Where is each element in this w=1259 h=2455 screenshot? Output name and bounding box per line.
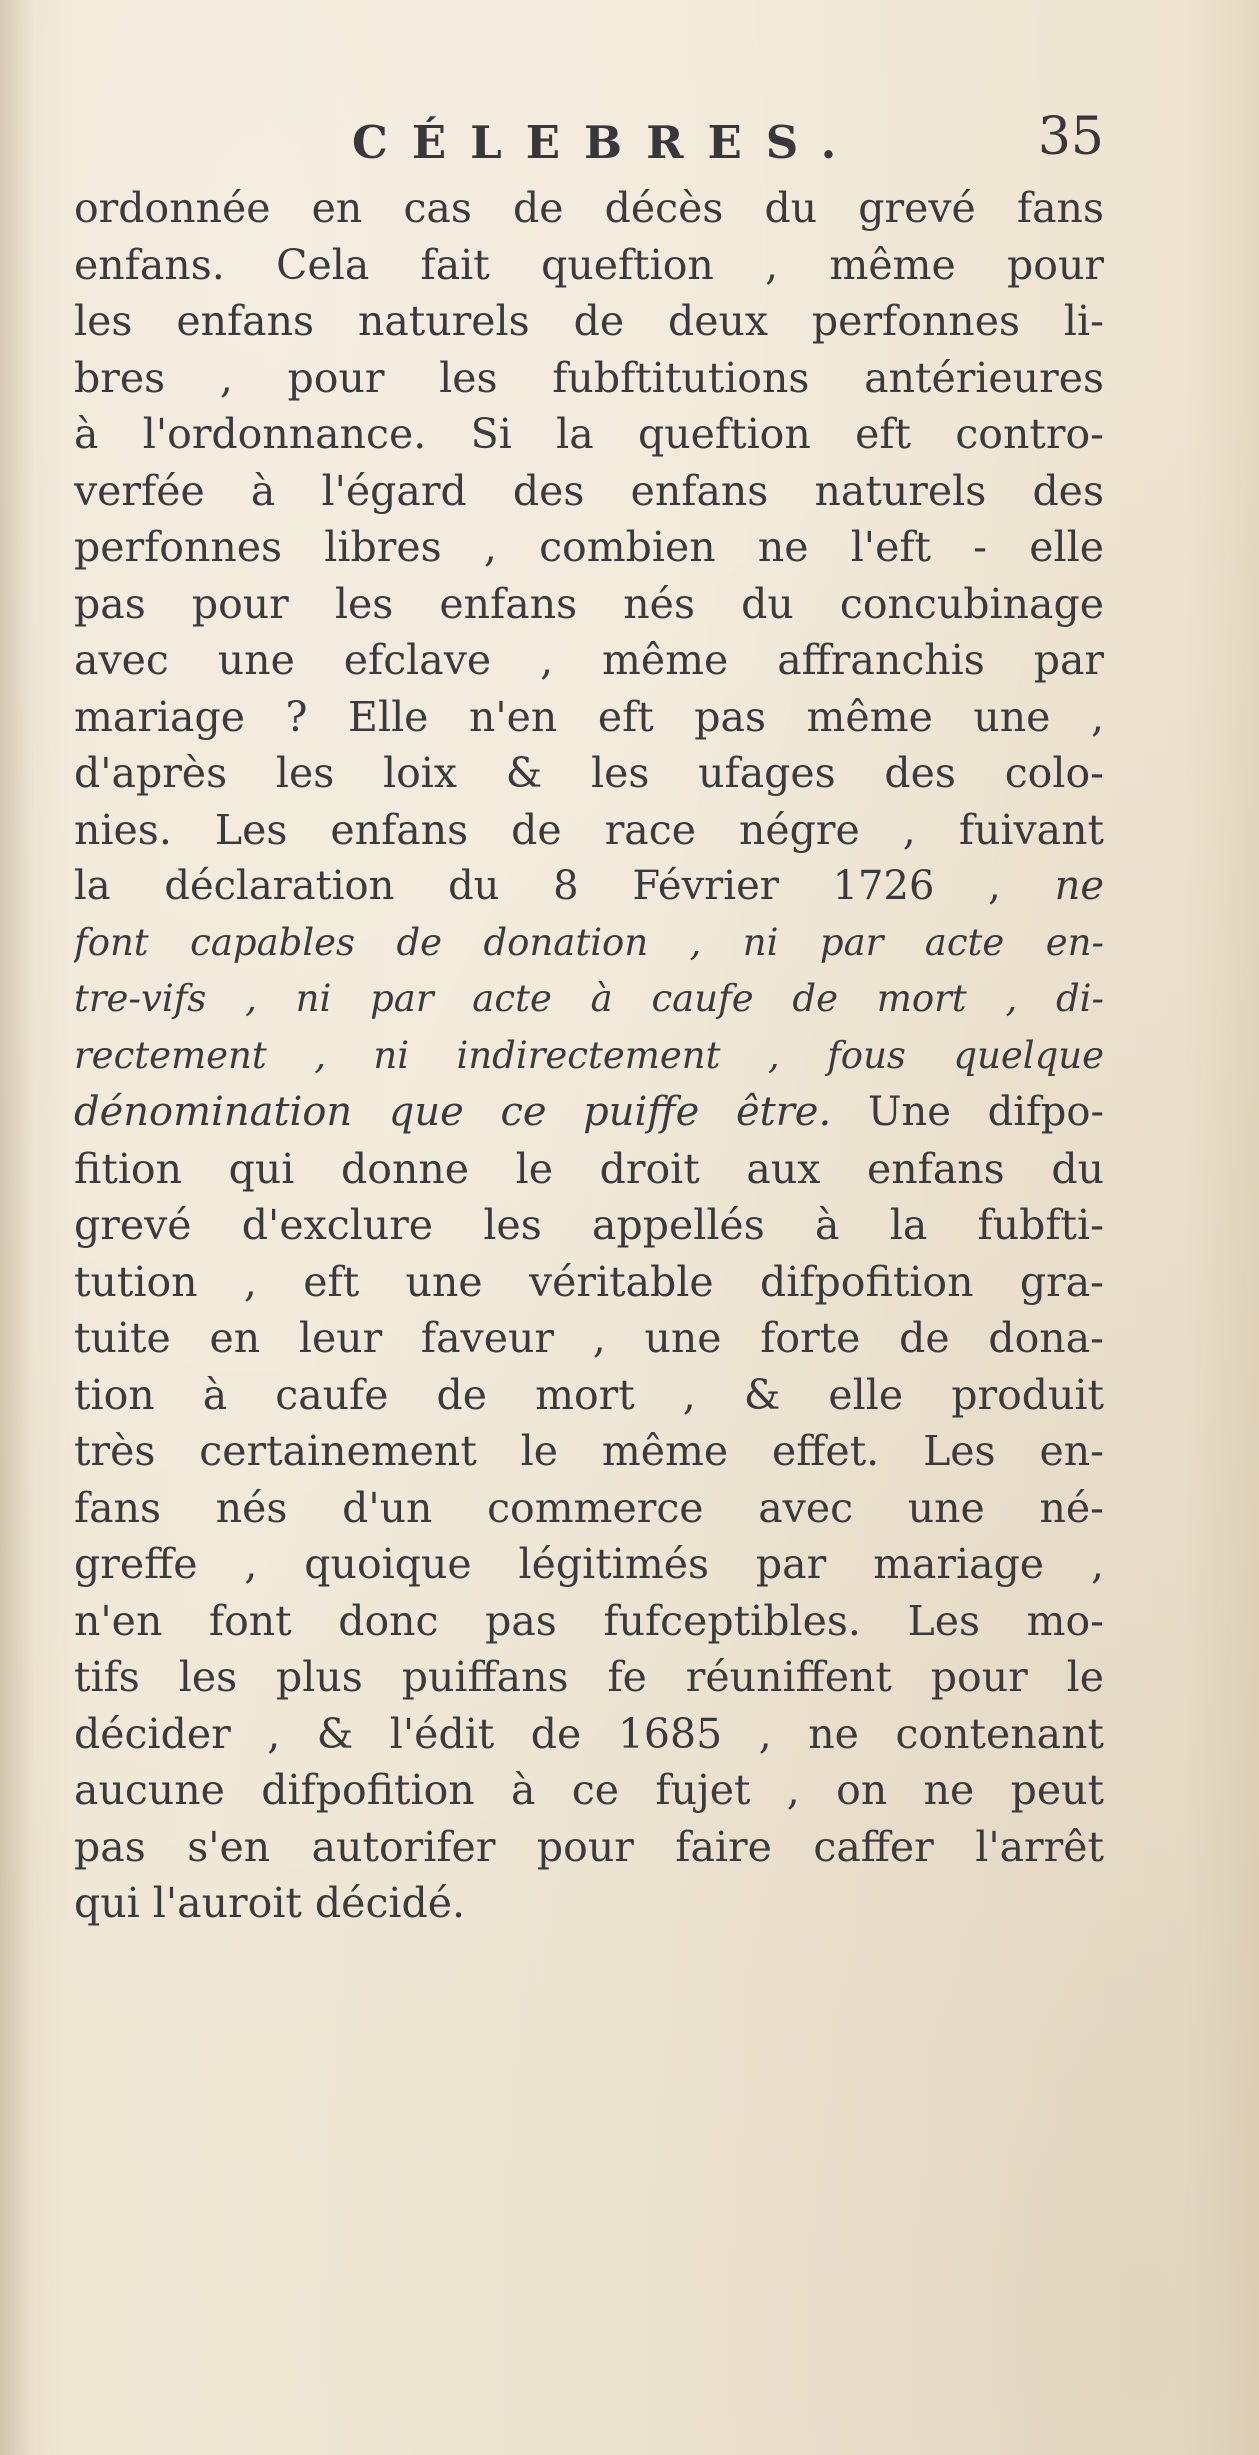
page-gutter-shadow (0, 0, 34, 2455)
text-line: verfée à l'égard des enfans naturels des (74, 466, 1104, 515)
text-line: pas pour les enfans nés du concubinage (74, 579, 1104, 628)
text-line: ordonnée en cas de décès du grevé fans (74, 184, 1104, 232)
text-segment-italic: dénomination que ce puiffe être. (74, 1089, 832, 1135)
page-number: 35 (1037, 107, 1104, 167)
text-line: avec une efclave , même affranchis par (74, 636, 1104, 684)
text-line: à l'ordonnance. Si la queftion eft contro- (74, 410, 1104, 458)
text-segment-roman: la déclaration du 8 Février 1726 , (74, 863, 1001, 909)
text-line: tion à caufe de mort , & elle produit (74, 1370, 1104, 1419)
text-line: n'en font donc pas fufceptibles. Les mo- (74, 1596, 1104, 1645)
running-head-title: CÉLEBRES. (352, 116, 861, 169)
quoted-text-line: font capables de donation , ni par acte en- (74, 920, 1104, 964)
text-line: aucune difpofition à ce fujet , on ne peut (74, 1766, 1104, 1814)
text-line: les enfans naturels de deux perfonnes li- (74, 297, 1104, 345)
quoted-text-line: tre-vifs , ni par acte à caufe de mort , di- (74, 977, 1104, 1020)
text-line: d'après les loix & les ufages des colo- (74, 749, 1104, 797)
text-line: mariage ? Elle n'en eft pas même une , (74, 692, 1104, 741)
text-line: décider , & l'édit de 1685 , ne contenant (74, 1709, 1104, 1758)
text-line: tuite en leur faveur , une forte de dona- (74, 1314, 1104, 1362)
text-line: perfonnes libres , combien ne l'eft - elle (74, 523, 1104, 571)
text-line: fans nés d'un commerce avec une né- (74, 1483, 1104, 1532)
text-line: grevé d'exclure les appellés à la fubfti- (74, 1201, 1104, 1249)
text-line: très certainement le même effet. Les en- (74, 1427, 1104, 1475)
text-line-last: qui l'auroit décidé. (74, 1879, 466, 1927)
text-segment-roman: Une difpo- (867, 1089, 1104, 1135)
text-line: fition qui donne le droit aux enfans du (74, 1144, 1104, 1193)
quoted-text-line: rectement , ni indirectement , fous quelque (74, 1033, 1104, 1077)
text-line: bres , pour les fubftitutions antérieures (74, 353, 1104, 402)
running-head (74, 108, 1104, 178)
text-line: tifs les plus puiffans fe réuniffent pour le (74, 1653, 1104, 1701)
text-line: nies. Les enfans de race négre , fuivant (74, 805, 1104, 854)
text-segment-italic: ne (1054, 863, 1104, 909)
text-line: tution , eft une véritable difpofition gra- (74, 1257, 1104, 1306)
text-line-mixed (74, 1084, 1104, 1141)
text-line: pas s'en autorifer pour faire caffer l'arrêt (74, 1822, 1104, 1871)
text-line: greffe , quoique légitimés par mariage , (74, 1540, 1104, 1588)
body-text (74, 180, 1104, 1932)
text-line: enfans. Cela fait queftion , même pour (74, 240, 1104, 289)
text-line-mixed (74, 858, 1104, 915)
